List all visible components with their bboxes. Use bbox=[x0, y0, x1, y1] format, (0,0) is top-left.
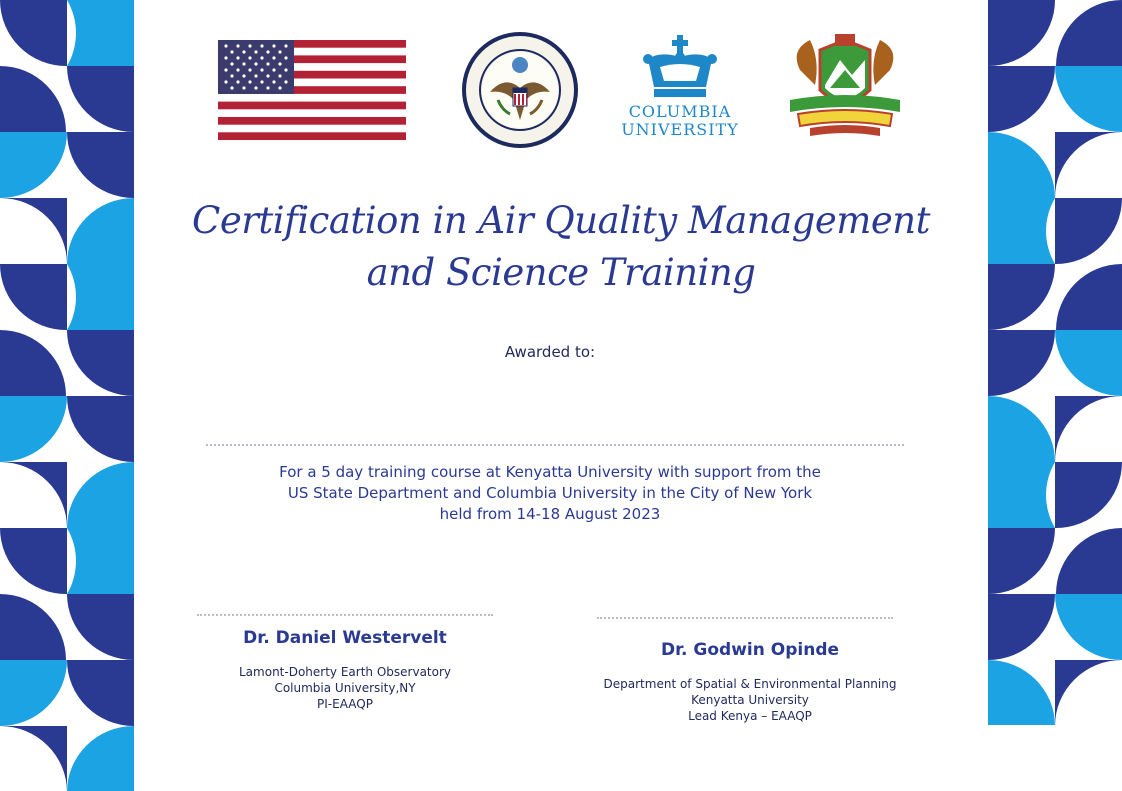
department-of-state-seal-logo bbox=[460, 30, 580, 150]
signatory-affiliation-1: Department of Spatial & Environmental Planning bbox=[603, 677, 897, 691]
right-pattern-border bbox=[988, 0, 1122, 791]
right-pattern bbox=[988, 0, 1122, 791]
awarded-label: Awarded to: bbox=[504, 343, 596, 361]
signatory-name: Dr. Daniel Westervelt bbox=[243, 628, 447, 648]
signatory-block-1 bbox=[180, 628, 510, 712]
logos-row bbox=[210, 30, 930, 155]
signatory-affiliation-1: Lamont-Doherty Earth Observatory bbox=[239, 665, 451, 679]
columbia-wordmark-line2: UNIVERSITY bbox=[621, 120, 739, 139]
kenyatta-university-crest-logo bbox=[780, 30, 910, 150]
description-line-3: held from 14-18 August 2023 bbox=[439, 505, 661, 523]
us-flag-logo bbox=[218, 40, 406, 140]
left-pattern bbox=[0, 0, 134, 791]
recipient-name-line bbox=[206, 444, 904, 446]
signature-line-1 bbox=[197, 614, 493, 616]
title-line-2: and Science Training bbox=[366, 251, 756, 294]
title-line-1: Certification in Air Quality Management bbox=[192, 199, 930, 242]
columbia-wordmark-line1: COLUMBIA bbox=[628, 102, 732, 121]
signatory-name: Dr. Godwin Opinde bbox=[660, 640, 840, 660]
description-line-1: For a 5 day training course at Kenyatta University with support from the bbox=[279, 463, 821, 481]
signatory-affiliation-2: Kenyatta University bbox=[691, 693, 809, 707]
columbia-university-logo bbox=[615, 35, 745, 150]
certificate-title bbox=[140, 195, 982, 299]
course-description bbox=[140, 462, 960, 525]
signatory-affiliation-3: Lead Kenya – EAAQP bbox=[688, 709, 812, 723]
signatory-block-2 bbox=[560, 640, 940, 724]
signatory-affiliation-3: PI-EAAQP bbox=[317, 697, 373, 711]
description-line-2: US State Department and Columbia University in the City of New York bbox=[287, 484, 813, 502]
signatory-affiliation-2: Columbia University,NY bbox=[274, 681, 416, 695]
left-pattern-border bbox=[0, 0, 134, 791]
signature-line-2 bbox=[597, 617, 893, 619]
crown-icon bbox=[640, 35, 720, 103]
